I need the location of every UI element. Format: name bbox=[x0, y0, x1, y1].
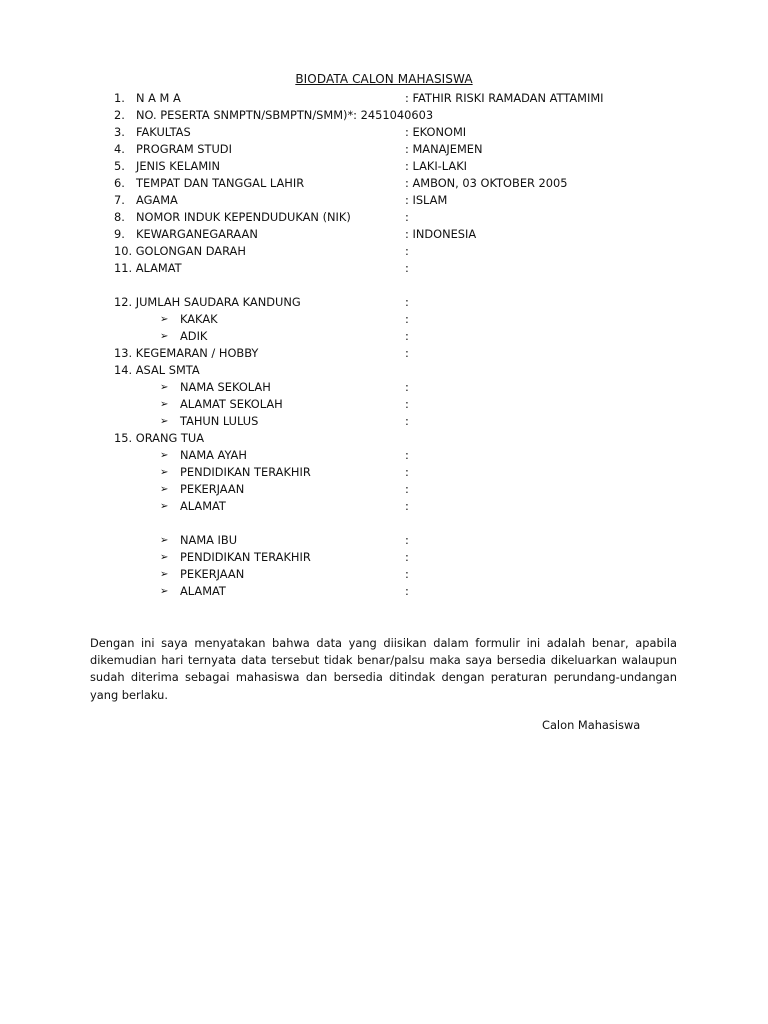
item-label: NOMOR INDUK KEPENDUDUKAN (NIK) bbox=[136, 210, 351, 224]
sub-item-label: ALAMAT bbox=[180, 584, 226, 598]
item-label: 12. JUMLAH SAUDARA KANDUNG bbox=[114, 295, 301, 309]
arrow-bullet-icon: ➢ bbox=[160, 501, 169, 512]
item-value: : bbox=[405, 261, 409, 275]
sub-item-label: ADIK bbox=[180, 329, 208, 343]
signature-label: Calon Mahasiswa bbox=[542, 718, 641, 732]
item-value: : bbox=[405, 329, 409, 343]
item-number: 4. bbox=[114, 142, 125, 156]
sub-item-label: NAMA IBU bbox=[180, 533, 238, 547]
item-label: 10. GOLONGAN DARAH bbox=[114, 244, 246, 258]
item-number: 3. bbox=[114, 125, 125, 139]
item-label: 13. KEGEMARAN / HOBBY bbox=[114, 346, 259, 360]
arrow-bullet-icon: ➢ bbox=[160, 484, 169, 495]
item-label: FAKULTAS bbox=[136, 125, 191, 139]
sub-item-label: PEKERJAAN bbox=[180, 482, 245, 496]
item-value: : LAKI-LAKI bbox=[405, 159, 468, 173]
item-value: : bbox=[405, 550, 409, 564]
item-value: : bbox=[405, 380, 409, 394]
arrow-bullet-icon: ➢ bbox=[160, 331, 169, 342]
item-value: : bbox=[405, 312, 409, 326]
arrow-bullet-icon: ➢ bbox=[160, 569, 169, 580]
item-number: 7. bbox=[114, 193, 125, 207]
sub-item-label: ALAMAT bbox=[180, 499, 226, 513]
item-number: 1. bbox=[114, 91, 125, 105]
sub-item-label: KAKAK bbox=[180, 312, 218, 326]
sub-item-label: PENDIDIKAN TERAKHIR bbox=[180, 465, 311, 479]
item-value: : bbox=[405, 482, 409, 496]
item-value: : bbox=[405, 244, 409, 258]
item-value: : bbox=[405, 448, 409, 462]
item-label: NO. PESERTA SNMPTN/SBMPTN/SMM)*: 2451040603 bbox=[136, 108, 434, 122]
arrow-bullet-icon: ➢ bbox=[160, 552, 169, 563]
item-number: 8. bbox=[114, 210, 125, 224]
item-number: 9. bbox=[114, 227, 125, 241]
item-value: : bbox=[405, 346, 409, 360]
item-number: 6. bbox=[114, 176, 125, 190]
item-value: : bbox=[405, 499, 409, 513]
item-value: : bbox=[405, 533, 409, 547]
item-label: TEMPAT DAN TANGGAL LAHIR bbox=[136, 176, 305, 190]
item-value: : bbox=[405, 567, 409, 581]
item-value: : bbox=[405, 397, 409, 411]
item-label: 15. ORANG TUA bbox=[114, 431, 205, 445]
item-label: JENIS KELAMIN bbox=[136, 159, 221, 173]
item-label: PROGRAM STUDI bbox=[136, 142, 232, 156]
sub-item-label: ALAMAT SEKOLAH bbox=[180, 397, 283, 411]
arrow-bullet-icon: ➢ bbox=[160, 382, 169, 393]
item-label: KEWARGANEGARAAN bbox=[136, 227, 258, 241]
arrow-bullet-icon: ➢ bbox=[160, 467, 169, 478]
item-label: 11. ALAMAT bbox=[114, 261, 182, 275]
item-label: AGAMA bbox=[136, 193, 178, 207]
arrow-bullet-icon: ➢ bbox=[160, 450, 169, 461]
sub-item-label: PENDIDIKAN TERAKHIR bbox=[180, 550, 311, 564]
item-value: : AMBON, 03 OKTOBER 2005 bbox=[405, 176, 568, 190]
item-value: : bbox=[405, 465, 409, 479]
sub-item-label: PEKERJAAN bbox=[180, 567, 245, 581]
item-value: : bbox=[405, 414, 409, 428]
arrow-bullet-icon: ➢ bbox=[160, 399, 169, 410]
arrow-bullet-icon: ➢ bbox=[160, 314, 169, 325]
item-value: : EKONOMI bbox=[405, 125, 467, 139]
item-value: : MANAJEMEN bbox=[405, 142, 483, 156]
item-value: : bbox=[405, 210, 409, 224]
item-label: N A M A bbox=[136, 91, 181, 105]
statement-paragraph: Dengan ini saya menyatakan bahwa data yang diisikan dalam formulir ini adalah benar, apabila dikemudian hari ternyata data tersebut tidak benar/palsu maka saya bersedia dikeluarkan walaupun sudah diterima sebagai mahasiswa dan bersedia ditindak dengan peraturan perundang-undangan yang berlaku. bbox=[90, 636, 677, 702]
item-number: 2. bbox=[114, 108, 125, 122]
sub-item-label: TAHUN LULUS bbox=[180, 414, 259, 428]
item-value: : ISLAM bbox=[405, 193, 448, 207]
item-label: 14. ASAL SMTA bbox=[114, 363, 200, 377]
item-number: 5. bbox=[114, 159, 125, 173]
sub-item-label: NAMA AYAH bbox=[180, 448, 247, 462]
item-value: : bbox=[405, 295, 409, 309]
arrow-bullet-icon: ➢ bbox=[160, 416, 169, 427]
sub-item-label: NAMA SEKOLAH bbox=[180, 380, 271, 394]
arrow-bullet-icon: ➢ bbox=[160, 535, 169, 546]
arrow-bullet-icon: ➢ bbox=[160, 586, 169, 597]
item-value: : bbox=[405, 584, 409, 598]
item-value: : INDONESIA bbox=[405, 227, 477, 241]
item-value: : FATHIR RISKI RAMADAN ATTAMIMI bbox=[405, 91, 604, 105]
document-title: BIODATA CALON MAHASISWA bbox=[295, 72, 473, 86]
